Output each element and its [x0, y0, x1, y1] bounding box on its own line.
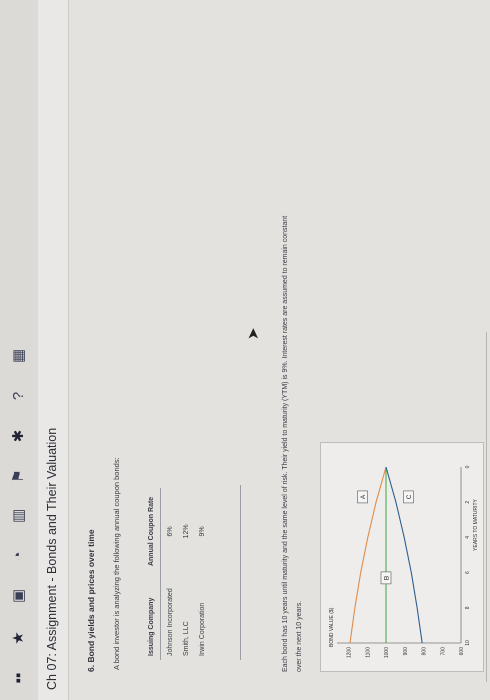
flag-icon[interactable]: ⚑ [10, 469, 27, 483]
header-issuing-company: Issuing Company [146, 575, 161, 660]
page-title: Ch 07: Assignment - Bonds and Their Valuation [45, 427, 59, 690]
mouse-cursor-icon: ➤ [245, 327, 262, 340]
x-tick-label: 0 [465, 465, 471, 469]
page-header [38, 0, 69, 700]
signal-icon: ▪▪ [9, 672, 27, 684]
x-tick-label: 6 [465, 571, 471, 574]
company-cell: Irwin Corporation [199, 602, 206, 656]
x-tick-label: 4 [465, 536, 471, 539]
company-cell: Smith, LLC [183, 621, 190, 656]
table-row [193, 488, 209, 660]
rate-cell: 12% [183, 524, 190, 539]
y-tick-label: 700 [440, 647, 447, 656]
gear-icon[interactable]: ✱ [10, 429, 27, 443]
header-coupon-rate: Annual Coupon Rate [146, 488, 161, 575]
x-tick-label: 2 [465, 500, 471, 504]
y-tick-label: 1100 [365, 647, 372, 658]
image-icon[interactable]: ▣ [10, 588, 27, 604]
assumption-note-continued: over the next 10 years. [296, 600, 303, 672]
clock-icon[interactable]: ◔ [9, 551, 27, 561]
question-title: 6. Bond yields and prices over time [86, 529, 96, 672]
help-icon[interactable]: ? [9, 391, 27, 401]
book-icon[interactable]: ▥ [10, 508, 27, 524]
y-tick-label: 900 [402, 647, 409, 656]
table-divider [240, 485, 241, 660]
question-intro: A bond investor is analyzing the following annual coupon bonds: [112, 457, 121, 670]
curve-label: A [360, 494, 368, 500]
curve-label: C [406, 494, 413, 500]
assumption-note: Each bond has 10 years until maturity and the same level of risk. Their yield to maturity (YTM) is 9%. Interest rates are assumed to remain constant [282, 215, 289, 672]
rate-cell: 6% [167, 526, 174, 537]
company-cell: Johnson Incorporated [167, 588, 174, 656]
content-divider [486, 332, 487, 682]
bond-table [146, 488, 209, 660]
rate-cell: 9% [199, 526, 206, 537]
x-axis-label: YEARS TO MATURITY [473, 499, 479, 551]
table-row [161, 488, 178, 660]
sidebar-toolbar [0, 0, 39, 700]
series-line-0 [350, 467, 386, 643]
y-tick-label: 800 [421, 647, 428, 656]
question-content [68, 0, 490, 700]
x-tick-label: 10 [465, 640, 471, 646]
y-tick-label: 1000 [384, 647, 390, 659]
star-icon[interactable]: ★ [10, 631, 27, 645]
chart-svg [321, 443, 483, 671]
y-axis-label: BOND VALUE ($) [329, 607, 335, 647]
y-tick-label: 1200 [346, 647, 353, 659]
calculator-icon[interactable]: ▦ [10, 348, 27, 364]
table-header-row [146, 488, 161, 660]
x-tick-label: 8 [465, 606, 471, 610]
table-row [177, 488, 193, 660]
y-tick-label: 600 [459, 647, 465, 656]
bond-value-chart[interactable] [320, 442, 484, 672]
curve-label: B [383, 575, 391, 581]
